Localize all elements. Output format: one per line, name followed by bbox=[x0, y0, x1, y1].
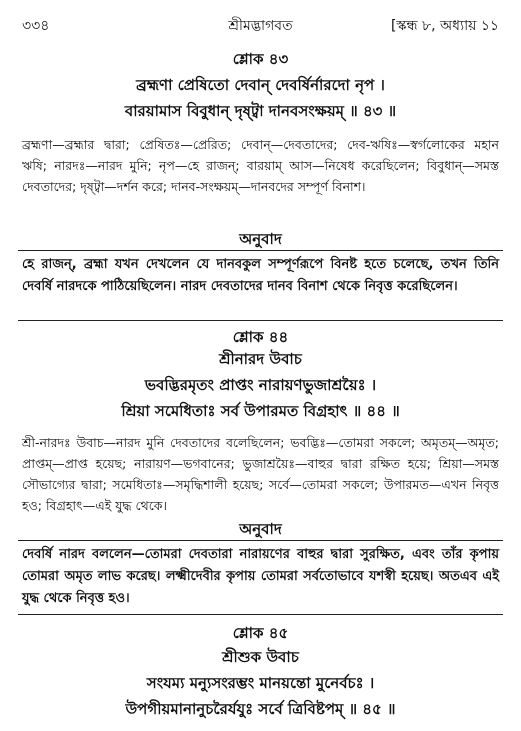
page-number: ৩৩৪ bbox=[22, 18, 50, 34]
sloka-45-speaker: শ্রীশুক উবাচ bbox=[222, 648, 299, 666]
divider bbox=[18, 540, 503, 541]
sloka-44-translation: দেবর্ষি নারদ বললেন—তোমরা দেবতারা নারায়ণের বাহুর দ্বারা সুরক্ষিত, এবং তাঁর কৃপায় তোমরা অমৃত লাভ করেছ। লক্ষ্মীদেবীর কৃপায় তোমরা সর্বতোভাবে যশস্বী হয়েছ। অতএব এই যুদ্ধ থেকে নিবৃত্ত হও। bbox=[22, 547, 499, 606]
sloka-45-verse-line-2: উপগীয়মানানুচরৈর্যযুঃ সর্বে ত্রিবিষ্টপম্ ॥ ৪৫ ॥ bbox=[125, 700, 396, 718]
page-header bbox=[22, 14, 499, 36]
sloka-44-heading: শ্লোক ৪৪ bbox=[232, 328, 289, 346]
sloka-45-verse-line-1: সংযম্য মন্যুসংরম্ভং মানয়ন্তো মুনের্বচঃ । bbox=[146, 674, 375, 692]
divider bbox=[18, 250, 503, 251]
sloka-44-verse-line-1: ভবদ্ভিরমৃতং প্রাপ্তং নারায়ণভুজাশ্রয়ৈঃ । bbox=[144, 376, 377, 394]
book-title: শ্রীমদ্ভাগবত bbox=[228, 18, 293, 34]
sloka-43-verse-line-1: ব্রহ্মণা প্রেষিতো দেবান্ দেবর্ষির্নারদো নৃপ । bbox=[136, 76, 385, 94]
sloka-44-speaker: শ্রীনারদ উবাচ bbox=[219, 350, 302, 368]
divider bbox=[18, 614, 503, 615]
sloka-43-heading: শ্লোক ৪৩ bbox=[232, 50, 289, 68]
sloka-43-word-meanings: ব্রহ্মণা—ব্রহ্মার দ্বারা; প্রেষিতঃ—প্রেরিত; দেবান্—দেবতাদের; দেব-ঋষিঃ—স্বর্গলোকের মহান ঋষি; নারদঃ—নারদ মুনি; নৃপ—হে রাজন্; বারয়াম্ আস—নিষেধ করেছিলেন; বিবুধান্—সমস্ত দেবতাদের; দৃষ্ট্বা—দর্শন করে; দানব-সংক্ষয়ম্—দানবদের সম্পূর্ণ বিনাশ। bbox=[22, 137, 499, 194]
sloka-43-translation-heading: অনুবাদ bbox=[239, 230, 282, 248]
sloka-44-translation-heading: অনুবাদ bbox=[239, 520, 282, 538]
sloka-44-word-meanings: শ্রী-নারদঃ উবাচ—নারদ মুনি দেবতাদের বলেছিলেন; ভবদ্ভিঃ—তোমরা সকলে; অমৃতম্—অমৃত; প্রাপ্তম্—প্রাপ্ত হয়েছ; নারায়ণ—ভগবানের; ভুজাশ্রয়ৈঃ—বাহুর দ্বারা রক্ষিত হয়ে; শ্রিয়া—সমস্ত সৌভাগ্যের দ্বারা; সমেধিতাঃ—সমৃদ্ধিশালী হয়েছ; সর্বে—তোমরা সকলে; উপারমত—এখন নিবৃত্ত হও; বিগ্রহাৎ—এই যুদ্ধ থেকে। bbox=[22, 435, 499, 513]
sloka-44-verse-line-2: শ্রিয়া সমেধিতাঃ সর্ব উপারমত বিগ্রহাৎ ॥ ৪৪ ॥ bbox=[121, 402, 400, 420]
sloka-43-translation: হে রাজন্, ব্রহ্মা যখন দেখলেন যে দানবকুল সম্পূর্ণরূপে বিনষ্ট হতে চলেছে, তখন তিনি দেবর্ষি নারদকে পাঠিয়েছিলেন। নারদ দেবতাদের দানব বিনাশ থেকে নিবৃত্ত করেছিলেন। bbox=[22, 257, 499, 294]
sloka-43-verse-line-2: বারয়ামাস বিবুধান্ দৃষ্ট্বা দানবসংক্ষয়ম্ ॥ ৪৩ ॥ bbox=[124, 102, 397, 120]
chapter-reference: [স্কন্ধ ৮, অধ্যায় ১১ bbox=[390, 18, 499, 34]
divider bbox=[18, 320, 503, 321]
sloka-45-heading: শ্লোক ৪৫ bbox=[232, 624, 289, 642]
